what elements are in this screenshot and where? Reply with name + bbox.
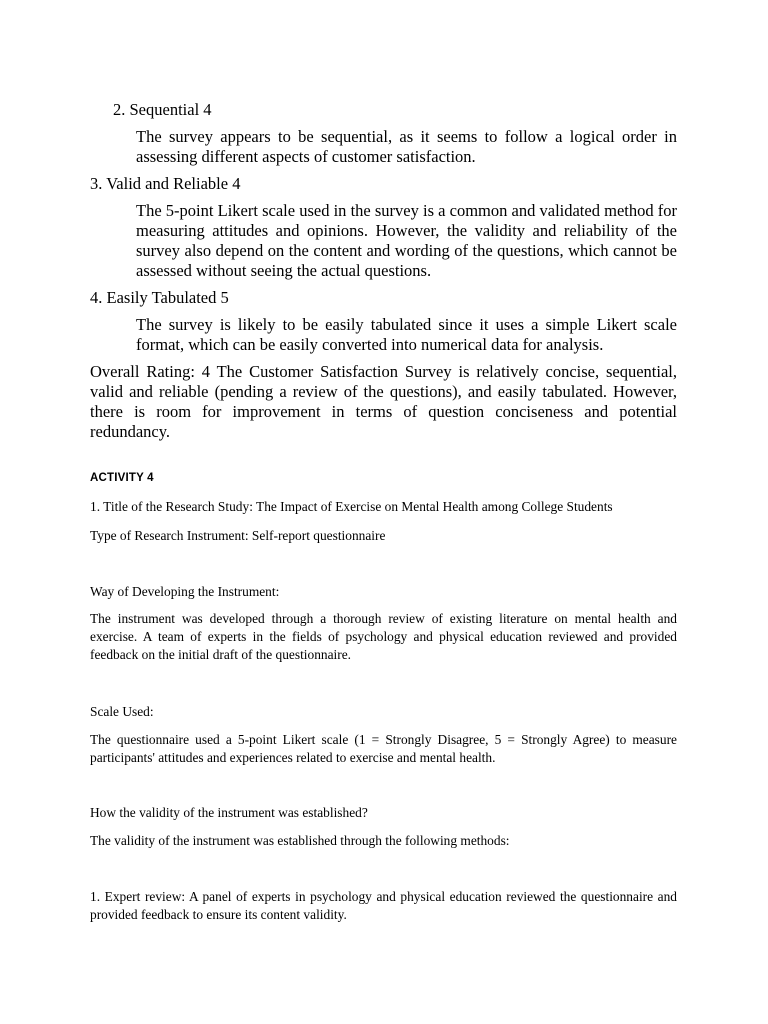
validity-intro: The validity of the instrument was established through the following methods: <box>90 833 510 848</box>
item-3-body: The 5-point Likert scale used in the survey is a common and validated method for measuring attitudes and opinions. However, the validity and reliability of the survey also depend on the content and wording of the questions, which cannot be assessed without seeing the actual questions. <box>136 201 677 280</box>
development-label: Way of Developing the Instrument: <box>90 584 280 599</box>
item-2-body: The survey appears to be sequential, as it seems to follow a logical order in assessing different aspects of customer satisfaction. <box>136 127 677 166</box>
item-4-body: The survey is likely to be easily tabulated since it uses a simple Likert scale format, which can be easily converted into numerical data for analysis. <box>136 315 677 354</box>
validity-question: How the validity of the instrument was established? <box>90 805 368 820</box>
item-4-heading: 4. Easily Tabulated 5 <box>90 288 229 307</box>
activity-heading: ACTIVITY 4 <box>90 472 154 484</box>
overall-rating: Overall Rating: 4 The Customer Satisfaction Survey is relatively concise, sequential, valid and reliable (pending a review of the questions), and easily tabulated. However, there is room for improvement in terms of question conciseness and potential redundancy. <box>90 362 677 441</box>
method-1: 1. Expert review: A panel of experts in psychology and physical education reviewed the questionnaire and provided feedback to ensure its content validity. <box>90 889 677 922</box>
item-3-heading: 3. Valid and Reliable 4 <box>90 174 241 193</box>
scale-body: The questionnaire used a 5-point Likert scale (1 = Strongly Disagree, 5 = Strongly Agree) to measure participants' attitudes and experiences related to exercise and mental health. <box>90 732 677 765</box>
scale-label: Scale Used: <box>90 704 154 719</box>
instrument-type: Type of Research Instrument: Self-report questionnaire <box>90 528 386 543</box>
item-2-heading: 2. Sequential 4 <box>113 100 212 119</box>
research-title: 1. Title of the Research Study: The Impact of Exercise on Mental Health among College Students <box>90 499 613 514</box>
development-body: The instrument was developed through a thorough review of existing literature on mental health and exercise. A team of experts in the fields of psychology and physical education reviewed and provided feedback on the initial draft of the questionnaire. <box>90 611 677 662</box>
